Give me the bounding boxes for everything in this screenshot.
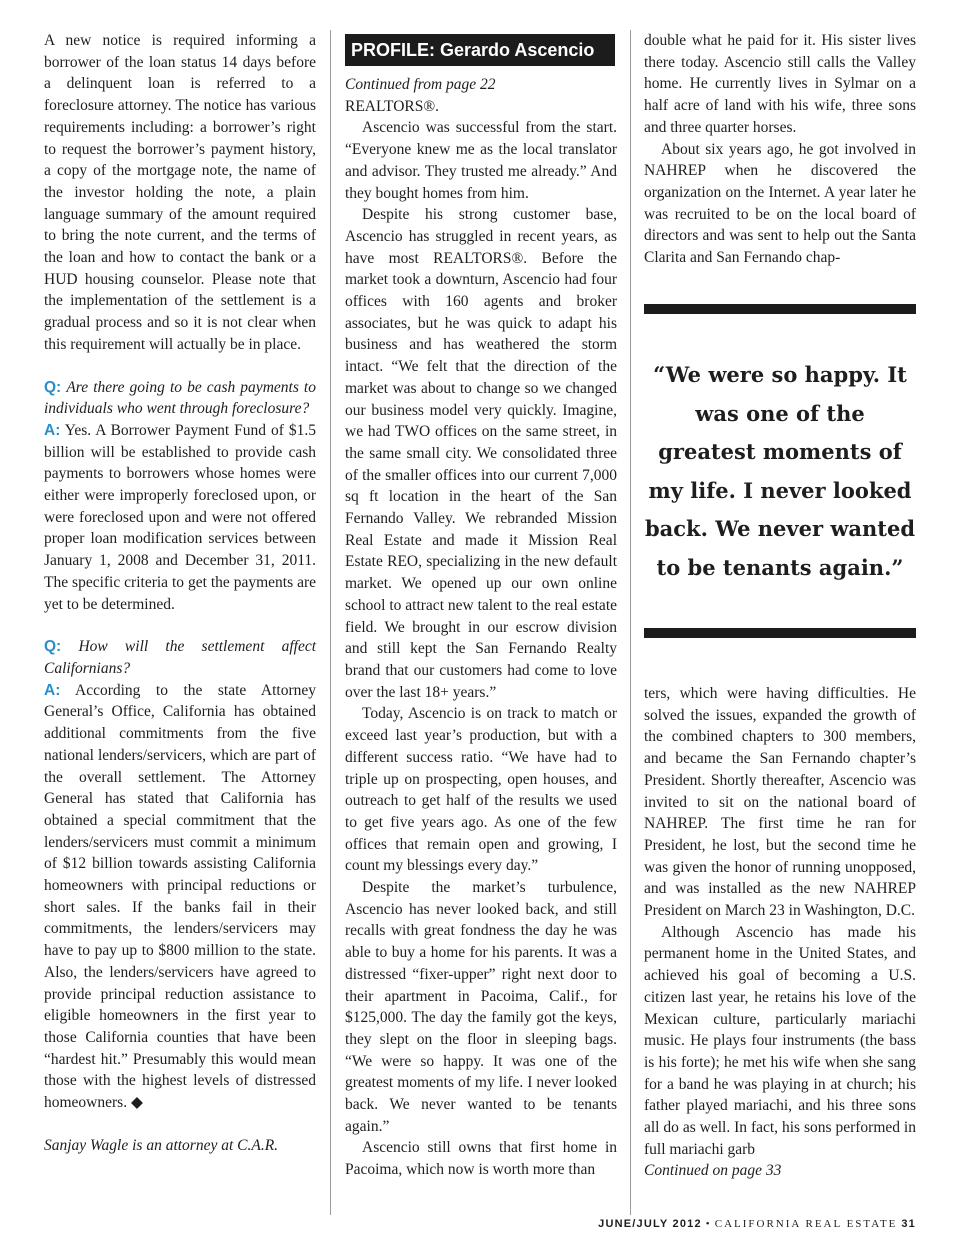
continued-from-note: Continued from page 22 [345,76,496,93]
body-paragraph: Although Ascencio has made his permanent home in the United States, and achieved his goal of becoming a U.S. citizen last year, he retains his love of the Mexican culture, particularly mariachi music. He plays four instruments (the bass is his forte); he met his wife when she sang for a band he was playing in at church; his father played mariachi, and his three sons all do as well. In fact, his sons performed in full mariachi garb [644,923,916,1158]
article-column-right-bottom [644,683,916,1182]
faq-answer [44,420,316,615]
body-paragraph: Ascencio was successful from the start. “Everyone knew me as the local translator and advisor. They trusted me already.” And they bought homes from him. [345,119,617,202]
continued-on-note: Continued on page 33 [644,1162,782,1180]
faq-question [44,377,316,420]
article-column-middle [345,30,617,1181]
pull-quote-text: “We were so happy. It was one of the greatest moments of my life. I never looked back. We never wanted to be tenants again.” [644,362,916,580]
profile-heading: PROFILE: Gerardo Ascencio [345,34,615,66]
pull-quote-top-bar [644,304,916,314]
pull-quote-box [644,304,916,638]
magazine-title: CALIFORNIA REAL ESTATE [714,1218,898,1230]
question-text: How will the settlement affect Californians? [44,638,317,677]
pull-quote-bottom-bar [644,628,916,638]
body-paragraph: Despite his strong customer base, Ascencio has struggled in recent years, as have most REALTORS®. Before the market took a downturn, Ascencio had four offices with 160 agents and broker associates, but he was quick to adapt his business and has weathered the storm intact. “We felt that the direction of the market was about to change so we changed our business model very quickly. Imagine, we had TWO offices on the same street, in the same small city. We consolidated three of the smaller offices into our current 7,000 sq ft location in the heart of the San Fernando Valley. We rebranded Mission Real Estate and made it Mission Real Estate REO, specializing in the new default market. We opened up our own online school to attract new talent to the real estate field. We brought in our escrow division and still kept the San Fernando Realty brand that our customers had come to love over the last 18+ years.” [345,206,617,701]
question-text: Are there going to be cash payments to individuals who went through foreclosure? [44,378,316,418]
body-paragraph: ters, which were having difficulties. He solved the issues, expanded the growth of the combined chapters to 300 members, and became the San Fernando chapter’s President. Shortly thereafter, Ascencio was invited to sit on the national board of NAHREP. The first time he ran for President, he lost, but the second time he was given the honor of running unopposed, and was installed as the new NAHREP President on March 23 in Washington, D.C. [644,685,916,920]
question-label: Q: [44,378,62,396]
article-column-right-top [644,30,916,269]
answer-label: A: [44,681,61,699]
body-paragraph: A new notice is required informing a borrower of the loan status 14 days before a delinquent loan is referred to a foreclosure attorney. The notice has various requirements including: a borrower’s right to request the borrower’s payment history, a copy of the mortgage note, the name of the investor holding the note, a plain language summary of the amount required to bring the note current, and the terms of the loan and how to contact the bank or a HUD housing counselor. Please note that the implementation of the settlement is a gradual process and so it is not clear when this requirement will actually be in place. [44,32,316,353]
body-paragraph: Despite the market’s turbulence, Ascencio has never looked back, and still recalls with great fondness the day he was able to buy a home for his parents. It was a distressed “fixer-upper” right next door to their apartment in Pacoima, Calif., for $125,000. The day the family got the keys, they slept on the floor in sleeping bags. “We were so happy. It was one of the greatest moments of my life. I never looked back. We never wanted to be tenants again.” [345,879,617,1135]
issue-date: JUNE/JULY 2012 [598,1218,702,1230]
question-label: Q: [44,638,62,656]
body-paragraph: Ascencio still owns that first home in Pacoima, which now is worth more than [345,1139,617,1179]
column-divider-right [630,30,631,1215]
page-footer [598,1218,916,1230]
answer-text: According to the state Attorney General’s Office, California has obtained additional commitments from the five national lenders/servicers, which are part of the overall settlement. The Attorney General has stated that California has obtained a special commitment that the lenders/servicers must commit a minimum of $12 billion towards assisting California homeowners with principal reductions or short sales. If the banks fail in their commitments, the lenders/servicers may have to pay up to $800 million to the state. Also, the lenders/servicers have agreed to provide principal reduction assistance to eligible homeowners in the first year to those California counties that have been “hardest hit.” Presumably this would mean those with the highest levels of distressed homeowners. ◆ [44,681,316,1112]
body-paragraph: double what he paid for it. His sister lives there today. Ascencio still calls the Valley home. He currently lives in Sylmar on a half acre of land with his wife, three sons and three quarter horses. [644,32,916,136]
answer-label: A: [44,421,61,439]
faq-answer [44,680,316,1114]
article-column-left [44,30,316,1156]
body-paragraph: REALTORS®. [345,97,440,115]
page-number: 31 [901,1218,916,1230]
footer-separator: • [705,1218,711,1230]
column-divider-left [330,30,331,1215]
body-paragraph: Today, Ascencio is on track to match or exceed last year’s production, but with a different success ratio. “We have had to triple up on prospecting, open houses, and outreach to get half of the results we used to get five years ago. As one of the few offices that remain open and growing, I count my blessings every day.” [345,705,617,875]
answer-text: Yes. A Borrower Payment Fund of $1.5 billion will be established to provide cash payments to borrowers whose homes were either were improperly foreclosed upon, or were foreclosed upon and were not offered proper loan modification services between January 1, 2008 and December 31, 2011. The specific criteria to get the payments are yet to be determined. [44,421,316,613]
faq-question [44,636,316,679]
body-paragraph: About six years ago, he got involved in NAHREP when he discovered the organization on the Internet. A year later he was recruited to be on the local board of directors and was sent to help out the Santa Clarita and San Fernando chap- [644,140,916,267]
author-byline: Sanjay Wagle is an attorney at C.A.R. [44,1136,279,1154]
